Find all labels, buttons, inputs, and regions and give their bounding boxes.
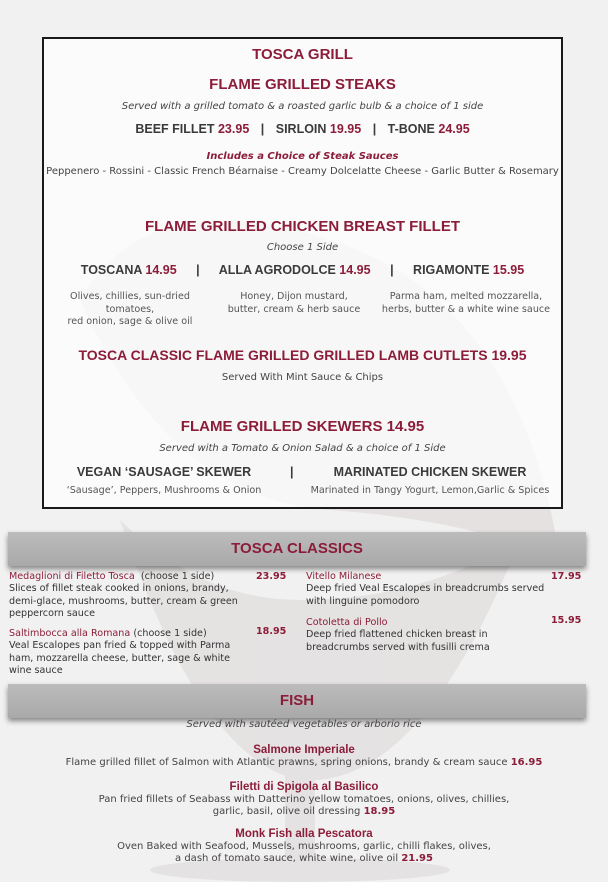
item-extra: (choose 1 side): [140, 571, 215, 582]
fish-item: [0, 744, 608, 769]
chicken-subtitle: Choose 1 Side: [266, 242, 339, 253]
vegan-skewer-description: ‘Sausage’, Peppers, Mushrooms & Onion: [66, 485, 262, 496]
classic-item: [9, 628, 249, 677]
steak-item-name: SIRLOIN: [275, 122, 327, 136]
sauces-heading: Includes a Choice of Steak Sauces: [206, 151, 399, 162]
price-value: 17.95: [551, 571, 582, 582]
item-description-line: Deep fried flattened chicken breast in: [306, 629, 488, 641]
item-price: 21.95: [401, 853, 433, 864]
description-line: red onion, sage & olive oil: [67, 316, 193, 327]
separator: |: [390, 263, 394, 277]
item-description-line: ham, mozzarella cheese, butter, sage & white: [9, 652, 230, 664]
skewers-subtitle: Served with a Tomato & Onion Salad & a choice of 1 Side: [159, 443, 446, 454]
fish-subtitle: Served with sautéed vegetables or arborio rice: [186, 719, 422, 730]
description-line: Honey, Dijon mustard,: [240, 291, 348, 302]
fish-band: [8, 684, 586, 718]
item-name: Medaglioni di Filetto Tosca: [9, 571, 135, 582]
tosca-grill-box: [42, 37, 563, 509]
item-name: Saltimbocca alla Romana: [9, 628, 131, 639]
chicken-item-name: RIGAMONTE: [413, 263, 490, 277]
rigamonte-description: [376, 291, 556, 316]
sauces-list: Peppenero - Rossini - Classic French Béarnaise - Creamy Dolcelatte Cheese - Garlic Butter & Rosemary: [46, 166, 559, 177]
chicken-skewer-description: Marinated in Tangy Yogurt, Lemon,Garlic & Spices: [310, 485, 550, 496]
lamb-price: 19.95: [491, 347, 527, 363]
item-price: [551, 571, 581, 583]
classic-item: [306, 571, 556, 608]
item-extra: (choose 1 side): [133, 628, 207, 639]
chicken-item-name: ALLA AGRODOLCE: [218, 263, 336, 277]
item-description-line: Slices of fillet steak cooked in onions, brandy,: [9, 583, 229, 595]
item-description-line: breadcrumbs served with fusilli crema: [306, 641, 490, 653]
item-description-line: garlic, basil, olive oil dressing: [212, 806, 361, 817]
steak-item-name: T-BONE: [387, 122, 435, 136]
item-description-line: wine sauce: [9, 664, 63, 676]
item-description-line: Oven Baked with Seafood, Mussels, mushrooms, garlic, chilli flakes, olives,: [117, 840, 491, 852]
item-price: 16.95: [510, 756, 543, 768]
price-value: 18.95: [256, 626, 287, 637]
separator: |: [260, 122, 265, 136]
toscana-description: [50, 291, 210, 329]
item-description-line: peppercorn sauce: [9, 607, 95, 619]
item-name: Vitello Milanese: [306, 571, 382, 582]
item-description-line: a dash of tomato sauce, white wine, olive oil: [175, 853, 399, 864]
item-description-line: Flame grilled fillet of Salmon with Atlantic prawns, spring onions, brandy & cream sauce: [65, 756, 508, 768]
steak-item-price: 23.95: [217, 122, 250, 136]
item-price: 18.95: [363, 806, 396, 817]
item-name: Filetti di Spigola al Basilico: [229, 781, 379, 793]
vegan-skewer-name: VEGAN ‘SAUSAGE’ SKEWER: [76, 465, 252, 479]
classic-item: [9, 571, 249, 620]
separator: |: [372, 122, 377, 136]
steaks-subtitle: Served with a grilled tomato & a roasted garlic bulb & a choice of 1 side: [121, 101, 484, 112]
skewers-heading: [44, 418, 561, 435]
classic-item: [306, 617, 556, 654]
chicken-heading: FLAME GRILLED CHICKEN BREAST FILLET: [145, 218, 460, 235]
separator: |: [290, 465, 294, 479]
item-price: [256, 571, 286, 583]
item-name: Monk Fish alla Pescatora: [235, 828, 373, 840]
separator: |: [196, 263, 200, 277]
steak-item-price: 19.95: [329, 122, 362, 136]
item-description-line: Veal Escalopes pan fried & topped with Parma: [9, 640, 231, 652]
chicken-skewer-name: MARINATED CHICKEN SKEWER: [333, 465, 527, 479]
item-description-line: Deep fried Veal Escalopes in breadcrumbs served: [306, 583, 545, 595]
description-line: butter, cream & herb sauce: [227, 303, 361, 315]
fish-item: [0, 781, 608, 819]
chicken-item-price: 14.95: [339, 263, 371, 277]
lamb-subtitle: Served With Mint Sauce & Chips: [221, 372, 384, 383]
fish-item: [0, 828, 608, 866]
steaks-heading: FLAME GRILLED STEAKS: [209, 76, 396, 93]
description-line: herbs, butter & a white wine sauce: [381, 303, 551, 315]
chicken-item-price: 14.95: [145, 263, 177, 277]
steak-items-row: [44, 122, 561, 136]
item-name: Cotoletta di Pollo: [306, 617, 388, 628]
chicken-item-price: 15.95: [492, 263, 525, 277]
classics-title: TOSCA CLASSICS: [231, 540, 363, 557]
item-name: Salmone Imperiale: [253, 744, 355, 756]
item-price: [551, 615, 581, 627]
lamb-title: TOSCA CLASSIC FLAME GRILLED GRILLED LAMB CUTLETS: [78, 347, 488, 363]
skewers-price: 14.95: [386, 418, 425, 435]
price-value: 23.95: [256, 571, 287, 582]
description-line: Olives, chillies, sun-dried tomatoes,: [70, 291, 190, 315]
chicken-item-name: TOSCANA: [80, 263, 142, 277]
item-price: [256, 626, 286, 638]
item-description-line: with linguine pomodoro: [306, 595, 420, 607]
steak-item-price: 24.95: [438, 122, 470, 136]
tosca-grill-title: TOSCA GRILL: [252, 46, 353, 63]
item-description-line: demi-glace, mushrooms, butter, cream & green: [9, 595, 238, 607]
steak-item-name: BEEF FILLET: [135, 122, 215, 136]
lamb-heading: [44, 347, 561, 363]
chicken-items-row: [44, 263, 561, 277]
item-description-line: Pan fried fillets of Seabass with Datterino yellow tomatoes, onions, olives, chillies,: [98, 793, 510, 805]
description-line: Parma ham, melted mozzarella,: [389, 291, 543, 302]
agrodolce-description: [218, 291, 370, 316]
fish-title: FISH: [279, 692, 315, 709]
price-value: 15.95: [551, 615, 582, 626]
skewers-title: FLAME GRILLED SKEWERS: [180, 418, 383, 435]
classics-band: [8, 532, 586, 566]
